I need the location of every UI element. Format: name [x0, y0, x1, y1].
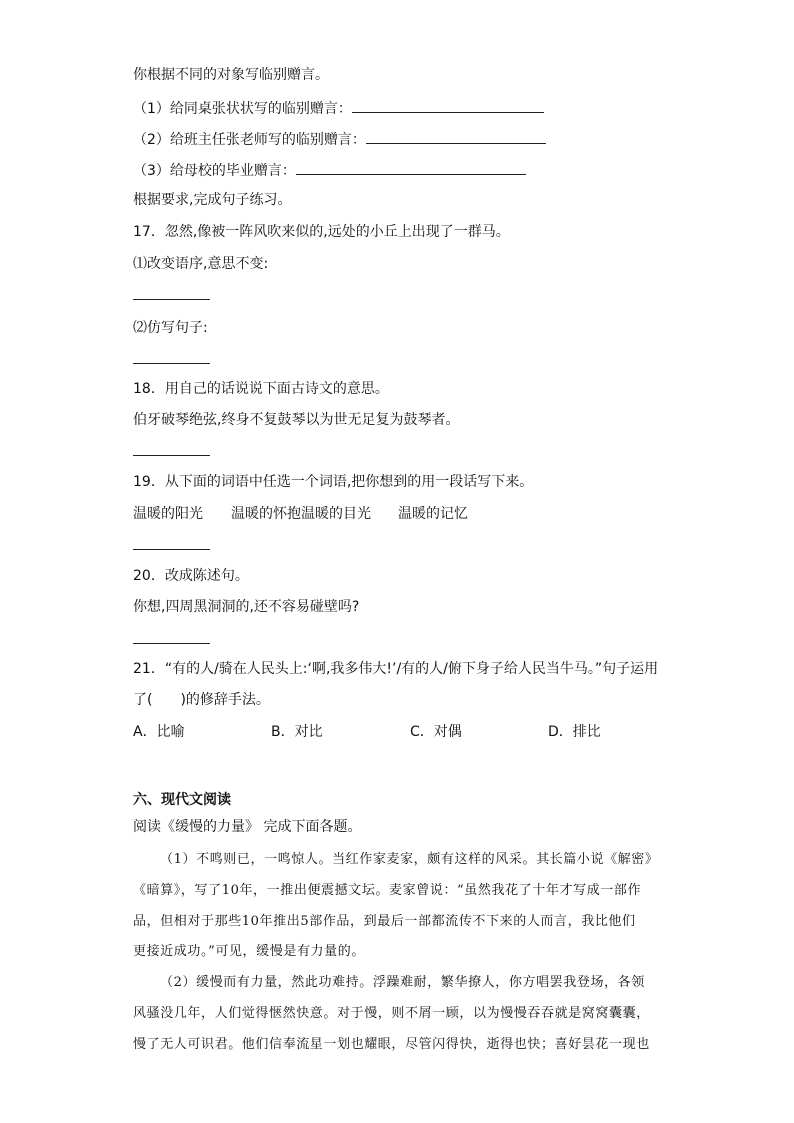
q18-text: 18．用自己的话说说下面古诗文的意思。 — [133, 381, 389, 397]
farewell-item-3-label: （3）给母校的毕业赠言： — [133, 163, 296, 179]
q18-quote: 伯牙破琴绝弦,终身不复鼓琴以为世无足复为鼓琴者。 — [133, 412, 460, 428]
farewell-item-1 — [133, 98, 544, 119]
passage-line-1: （1）不鸣则已，一鸣惊人。当红作家麦家，颇有这样的风采。其长篇小说《解密》 — [160, 852, 659, 867]
passage-line-3: 品，但相对于那些10年推出5部作品，到最后一部都流传不下来的人而言，我比他们 — [133, 914, 636, 929]
q17-part2: ⑵仿写句子: — [133, 320, 208, 336]
q17-part1: ⑴改变语序,意思不变: — [133, 256, 269, 272]
q21-option-a[interactable]: A．比喻 — [133, 724, 185, 740]
farewell-item-2-label: （2）给班主任张老师写的临别赠言： — [133, 132, 366, 148]
q20-answer-line[interactable] — [133, 643, 210, 644]
q17-part2-answer-line[interactable] — [133, 363, 210, 364]
farewell-item-2-blank[interactable] — [366, 129, 546, 144]
section6-instruction: 阅读《缓慢的力量》 完成下面各题。 — [133, 819, 362, 835]
farewell-item-3-blank[interactable] — [296, 160, 526, 175]
q19-answer-line[interactable] — [133, 549, 210, 550]
q20-text: 20．改成陈述句。 — [133, 568, 249, 584]
passage-line-5: （2）缓慢而有力量，然此功难持。浮躁难耐，繁华撩人，你方唱罢我登场，各领 — [160, 975, 645, 990]
sentence-task-intro: 根据要求,完成句子练习。 — [133, 192, 292, 208]
passage-line-7: 慢了无人可识君。他们信奉流星一划也耀眼，尽管闪得快，逝得也快；喜好昙花一现也 — [133, 1037, 650, 1052]
q19-text: 19．从下面的词语中任选一个词语,把你想到的用一段话写下来。 — [133, 474, 534, 490]
passage-line-2: 《暗算》，写了10年，一推出便震撼文坛。麦家曾说：“虽然我花了十年才写成一部作 — [133, 883, 642, 898]
farewell-item-3 — [133, 160, 526, 181]
passage-line-6: 风骚没几年，人们觉得惬然快意。对于慢，则不屑一顾，以为慢慢吞吞就是窝窝囊囊， — [133, 1006, 650, 1021]
q21-option-b[interactable]: B．对比 — [271, 724, 323, 740]
q21-option-c[interactable]: C．对偶 — [410, 724, 462, 740]
q21-text-line2: 了( )的修辞手法。 — [133, 692, 270, 708]
farewell-intro: 你根据不同的对象写临别赠言。 — [133, 67, 329, 83]
q19-word-2: 温暖的怀抱温暖的目光 — [231, 506, 371, 522]
q21-text-line1: 21．“有的人/骑在人民头上:‘啊,我多伟大!’/有的人/俯下身子给人民当牛马。”句子运用 — [133, 661, 659, 677]
q21-option-d[interactable]: D．排比 — [548, 724, 601, 740]
section6-heading: 六、现代文阅读 — [133, 792, 231, 808]
q17-part1-answer-line[interactable] — [133, 299, 210, 300]
farewell-item-1-blank[interactable] — [352, 98, 544, 113]
q19-word-3: 温暖的记忆 — [398, 506, 468, 522]
q20-sentence: 你想,四周黑洞洞的,还不容易碰壁吗? — [133, 599, 360, 615]
q19-word-1: 温暖的阳光 — [133, 506, 203, 522]
q18-answer-line[interactable] — [133, 455, 210, 456]
passage-line-4: 更接近成功。”可见，缓慢是有力量的。 — [133, 944, 365, 959]
farewell-item-1-label: （1）给同桌张状状写的临别赠言： — [133, 101, 352, 117]
farewell-item-2 — [133, 129, 546, 150]
q17-text: 17．忽然,像被一阵风吹来似的,远处的小丘上出现了一群马。 — [133, 224, 510, 240]
